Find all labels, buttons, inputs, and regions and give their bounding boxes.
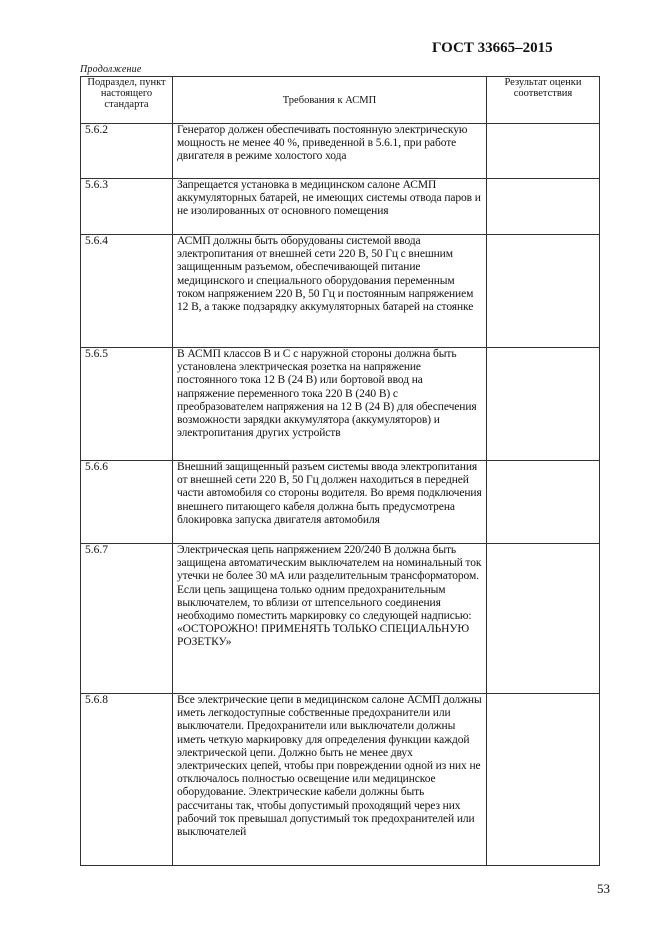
requirements-table <box>80 76 600 866</box>
header-clause: Подраздел, пункт настоящего стандарта <box>81 77 173 124</box>
row-result <box>487 461 600 544</box>
row-clause: 5.6.3 <box>81 179 173 235</box>
row-result <box>487 544 600 694</box>
table-body <box>81 124 600 866</box>
table-row <box>81 461 600 544</box>
row-clause: 5.6.4 <box>81 235 173 348</box>
row-requirement: Электрическая цепь напряжением 220/240 В должна быть защищена автоматическим выключателем на номинальный ток утечки не более 30 мА или разделительным трансформатором. Если цепь защищена только одним предохранительным выключателем, то вблизи от штепсельного соединения необходимо поместить маркировку со следующей надписью: «ОСТОРОЖНО! ПРИМЕНЯТЬ ТОЛЬКО СПЕЦИАЛЬНУЮ РОЗЕТКУ» <box>173 544 487 694</box>
row-requirement: Все электрические цепи в медицинском салоне АСМП должны иметь легкодоступные собственные предохранители или выключатели. Предохранители или выключатели должны иметь четкую маркировку для определения функции каждой электрической цепи. Должно быть не менее двух электрических цепей, чтобы при повреждении одной из них не отключалось полностью освещение или медицинское оборудование. Электрические кабели должны быть рассчитаны так, чтобы допустимый проходящий через них рабочий ток превышал допустимый ток предохранителей или выключателей <box>173 694 487 866</box>
page-number: 53 <box>597 881 610 896</box>
row-result <box>487 179 600 235</box>
table-row <box>81 694 600 866</box>
row-clause: 5.6.7 <box>81 544 173 694</box>
row-requirement: Генератор должен обеспечивать постоянную электрическую мощность не менее 40 %, приведенной в 5.6.1, при работе двигателя в режиме холостого хода <box>173 124 487 179</box>
row-result <box>487 235 600 348</box>
table-header-row <box>81 77 600 124</box>
row-result <box>487 348 600 461</box>
row-requirement: В АСМП классов В и С с наружной стороны должна быть установлена электрическая розетка на напряжение постоянного тока 12 В (24 В) или бортовой ввод на напряжение переменного тока 220 В (240 В) с преобразователем напряжения на 12 В (24 В) для обеспечения возможности зарядки аккумулятора (аккумуляторов) и электропитания других устройств <box>173 348 487 461</box>
row-requirement: Запрещается установка в медицинском салоне АСМП аккумуляторных батарей, не имеющих системы отвода паров и не изолированных от основного помещения <box>173 179 487 235</box>
row-clause: 5.6.2 <box>81 124 173 179</box>
header-result: Результат оценки соответствия <box>487 77 600 124</box>
header-requirements: Требования к АСМП <box>173 77 487 124</box>
row-result <box>487 694 600 866</box>
row-result <box>487 124 600 179</box>
table-row <box>81 348 600 461</box>
row-clause: 5.6.5 <box>81 348 173 461</box>
continuation-label: Продолжение <box>80 64 142 75</box>
row-clause: 5.6.6 <box>81 461 173 544</box>
standard-code: ГОСТ 33665–2015 <box>432 40 553 56</box>
row-requirement: АСМП должны быть оборудованы системой ввода электропитания от внешней сети 220 В, 50 Гц с внешним защищенным разъемом, обеспечивающей питание медицинского и специального оборудования переменным током напряжением 220 В, 50 Гц и постоянным напряжением 12 В, а также подзарядку аккумуляторных батарей на стоянке <box>173 235 487 348</box>
table-row <box>81 235 600 348</box>
row-clause: 5.6.8 <box>81 694 173 866</box>
table-row <box>81 544 600 694</box>
table-row <box>81 124 600 179</box>
row-requirement: Внешний защищенный разъем системы ввода электропитания от внешней сети 220 В, 50 Гц должен находиться в передней части автомобиля со стороны водителя. Во время подключения внешнего питающего кабеля должна быть предусмотрена блокировка запуска двигателя автомобиля <box>173 461 487 544</box>
table-row <box>81 179 600 235</box>
